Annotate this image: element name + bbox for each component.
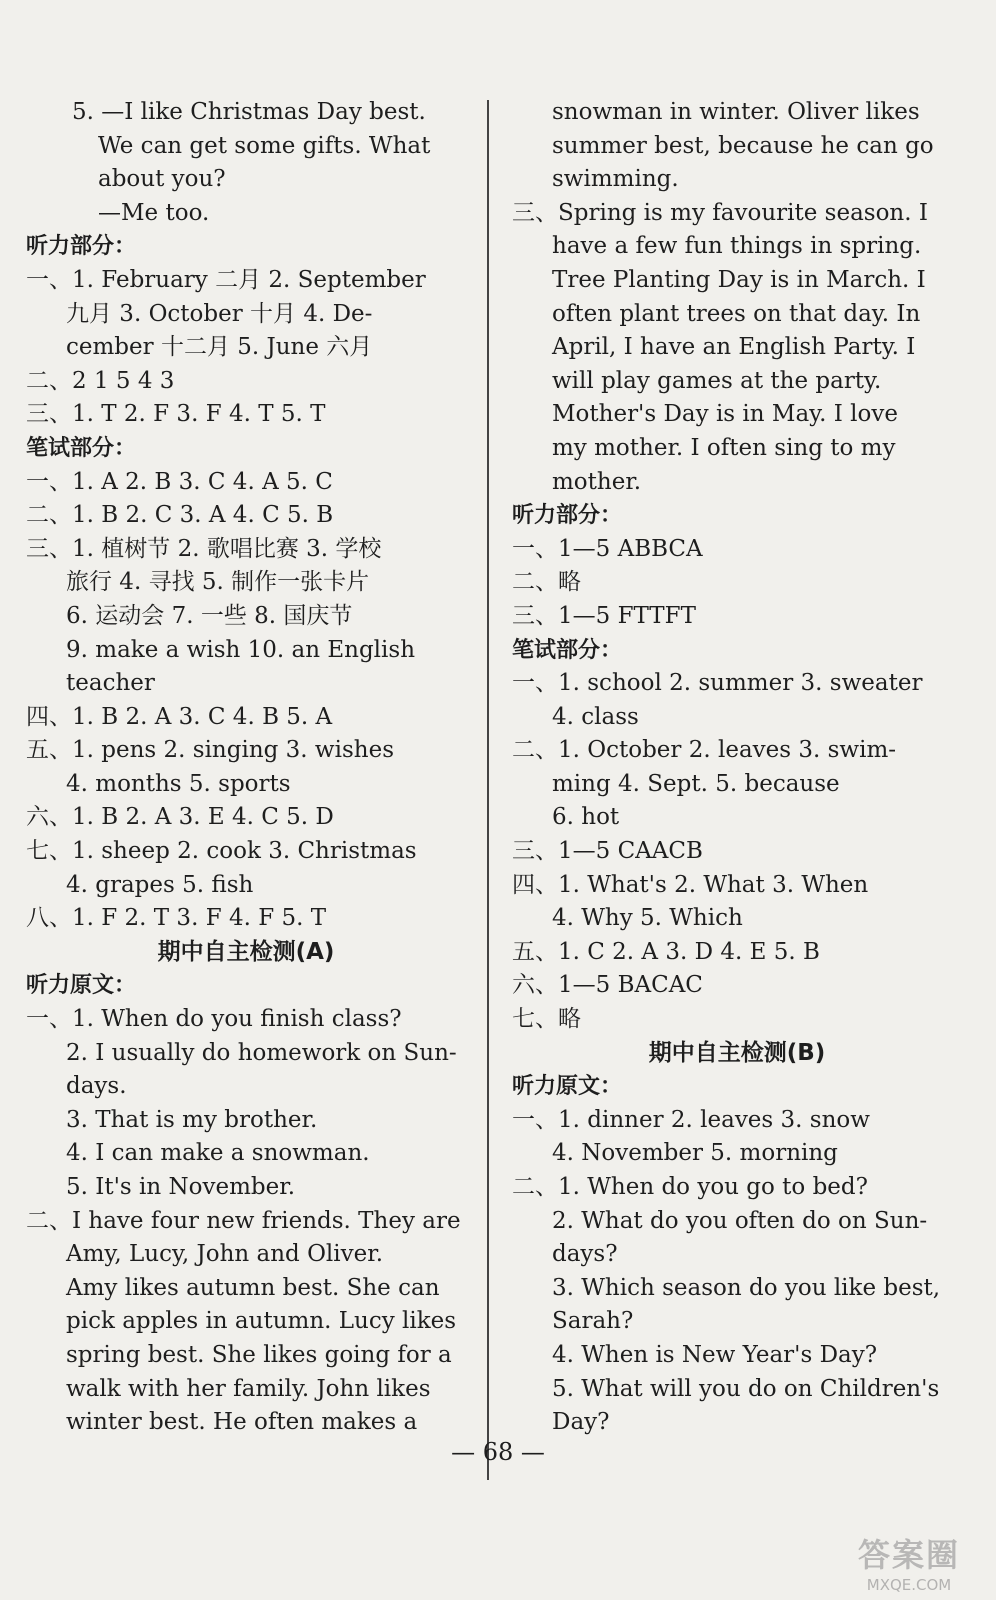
- text-line: teacher: [66, 670, 155, 697]
- text-line: 四、1. What's 2. What 3. When: [512, 871, 869, 898]
- text-line: April, I have an English Party. I: [552, 334, 916, 361]
- text-line: cember 十二月 5. June 六月: [66, 334, 373, 361]
- text-line: 七、1. sheep 2. cook 3. Christmas: [26, 838, 417, 865]
- right-column: [512, 96, 962, 1440]
- left-column: [26, 96, 466, 1440]
- text-line: Tree Planting Day is in March. I: [552, 266, 926, 293]
- text-line: 三、1. 植树节 2. 歌唱比赛 3. 学校: [26, 535, 382, 562]
- text-line: pick apples in autumn. Lucy likes: [66, 1308, 457, 1335]
- text-line: 二、I have four new friends. They are: [26, 1207, 461, 1234]
- text-line: days.: [66, 1073, 127, 1100]
- text-line: 4. class: [552, 703, 639, 730]
- text-line: 一、1. When do you finish class?: [26, 1006, 402, 1033]
- text-line: ming 4. Sept. 5. because: [552, 770, 840, 797]
- text-line: 4. months 5. sports: [66, 770, 291, 797]
- text-line: mother.: [552, 468, 642, 495]
- text-line: 5. —I like Christmas Day best.: [72, 99, 426, 125]
- text-line: 二、1. When do you go to bed?: [512, 1174, 868, 1200]
- subsection-heading: 笔试部分：: [512, 637, 623, 663]
- text-line: 4. grapes 5. fish: [66, 871, 254, 898]
- text-line: 4. November 5. morning: [552, 1140, 838, 1167]
- text-line: Amy likes autumn best. She can: [66, 1274, 440, 1301]
- text-line: 五、1. C 2. A 3. D 4. E 5. B: [512, 938, 820, 965]
- text-line: 三、Spring is my favourite season. I: [512, 199, 928, 226]
- text-line: 一、1. February 二月 2. September: [26, 266, 426, 293]
- text-line: 5. What will you do on Children's: [552, 1375, 940, 1402]
- subsection-heading: 听力部分：: [512, 503, 623, 529]
- watermark-text: 答案圈: [857, 1536, 960, 1574]
- text-line: 一、1. school 2. summer 3. sweater: [512, 670, 923, 697]
- text-line: 三、1—5 CAACB: [512, 838, 703, 865]
- text-line: 四、1. B 2. A 3. C 4. B 5. A: [26, 703, 333, 730]
- text-line: my mother. I often sing to my: [552, 434, 896, 461]
- text-line: will play games at the party.: [552, 367, 882, 394]
- section-heading: 期中自主检测(A): [157, 938, 335, 965]
- text-line: 4. Why 5. Which: [552, 905, 743, 932]
- text-line: 二、1. B 2. C 3. A 4. C 5. B: [26, 502, 334, 529]
- subsection-heading: 听力原文：: [26, 973, 137, 999]
- text-line: 6. hot: [552, 804, 620, 831]
- text-line: 4. I can make a snowman.: [66, 1140, 370, 1167]
- text-line: spring best. She likes going for a: [66, 1341, 452, 1368]
- text-line: 五、1. pens 2. singing 3. wishes: [26, 737, 394, 764]
- column-divider: [487, 100, 489, 1480]
- text-line: Day?: [552, 1409, 610, 1436]
- text-line: Mother's Day is in May. I love: [552, 401, 898, 428]
- text-line: 二、2 1 5 4 3: [26, 367, 175, 394]
- text-line: 9. make a wish 10. an English: [66, 636, 416, 663]
- text-line: 八、1. F 2. T 3. F 4. F 5. T: [26, 905, 327, 932]
- watermark-logo: [834, 1530, 984, 1594]
- text-line: days?: [552, 1241, 618, 1268]
- subsection-heading: 听力部分：: [26, 234, 137, 260]
- page-number: — 68 —: [451, 1438, 545, 1466]
- text-line: 三、1. T 2. F 3. F 4. T 5. T: [26, 401, 326, 428]
- text-line: 九月 3. October 十月 4. De-: [66, 300, 373, 327]
- text-line: 2. What do you often do on Sun-: [552, 1207, 928, 1234]
- text-line: 一、1. A 2. B 3. C 4. A 5. C: [26, 468, 333, 495]
- text-line: 三、1—5 FTTFT: [512, 602, 696, 629]
- subsection-heading: 听力原文：: [512, 1074, 623, 1100]
- text-line: snowman in winter. Oliver likes: [552, 99, 920, 125]
- text-line: 5. It's in November.: [66, 1174, 296, 1200]
- text-line: 一、1. dinner 2. leaves 3. snow: [512, 1106, 870, 1133]
- text-line: 3. That is my brother.: [66, 1106, 318, 1133]
- text-line: often plant trees on that day. In: [552, 300, 921, 327]
- text-line: 六、1—5 BACAC: [512, 972, 703, 999]
- text-line: walk with her family. John likes: [66, 1375, 431, 1402]
- text-line: swimming.: [552, 166, 679, 193]
- text-line: We can get some gifts. What: [98, 132, 431, 159]
- text-line: —Me too.: [98, 199, 210, 226]
- text-line: summer best, because he can go: [552, 132, 934, 159]
- text-line: Amy, Lucy, John and Oliver.: [66, 1241, 384, 1268]
- section-heading: 期中自主检测(B): [648, 1039, 826, 1066]
- text-line: 旅行 4. 寻找 5. 制作一张卡片: [66, 569, 370, 596]
- text-line: 6. 运动会 7. 一些 8. 国庆节: [66, 602, 353, 629]
- text-line: 2. I usually do homework on Sun-: [66, 1039, 457, 1066]
- text-line: 一、1—5 ABBCA: [512, 535, 703, 562]
- text-line: winter best. He often makes a: [66, 1409, 418, 1436]
- watermark-url: MXQE.COM: [866, 1576, 952, 1594]
- text-line: 七、略: [512, 1006, 581, 1033]
- subsection-heading: 笔试部分：: [26, 435, 137, 461]
- text-line: 二、略: [512, 569, 581, 596]
- text-line: Sarah?: [552, 1308, 634, 1335]
- text-line: 3. Which season do you like best,: [552, 1274, 941, 1301]
- text-line: 4. When is New Year's Day?: [552, 1341, 878, 1368]
- text-line: 六、1. B 2. A 3. E 4. C 5. D: [26, 804, 334, 831]
- text-line: about you?: [98, 166, 226, 193]
- text-line: have a few fun things in spring.: [552, 233, 922, 260]
- text-line: 二、1. October 2. leaves 3. swim-: [512, 737, 897, 764]
